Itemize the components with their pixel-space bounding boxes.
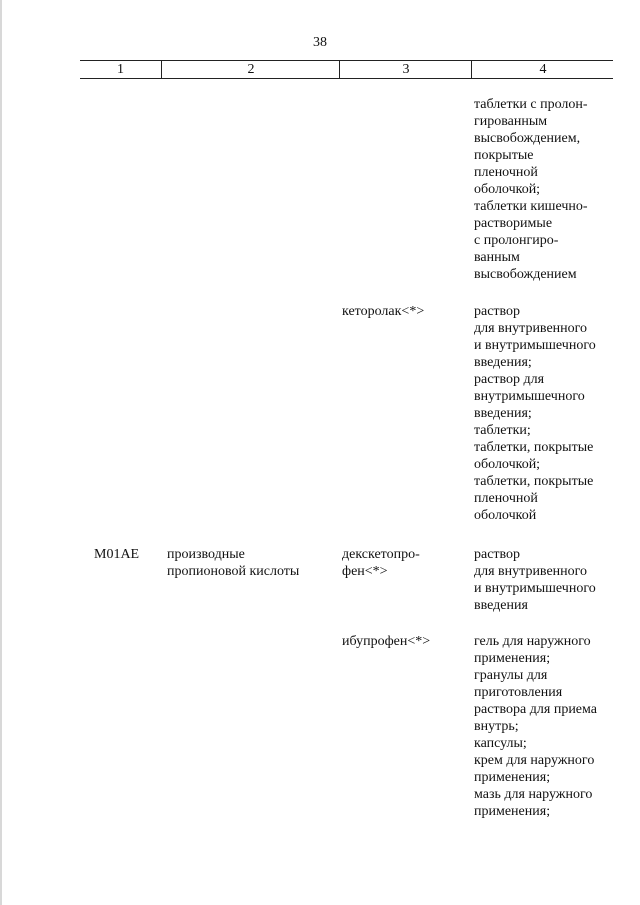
- drug-group: производные пропионовой кислоты: [167, 547, 300, 579]
- table-header: [80, 60, 613, 79]
- drug-name-ketorolac: кеторолак<*>: [342, 304, 425, 319]
- drug-name-dexketoprofen: декскетопро- фен<*>: [342, 547, 420, 579]
- header-col-1: 1: [117, 62, 124, 77]
- header-col-3: 3: [339, 61, 472, 78]
- scan-edge: [0, 0, 2, 905]
- dosage-forms-ketorolac: раствор для внутривенного и внутримышечного введения; раствор для внутримышечного введения; таблетки; таблетки, покрытые оболочкой; таблетки, покрытые пленочной оболочкой: [474, 304, 596, 523]
- dosage-forms-dexketoprofen: раствор для внутривенного и внутримышечного введения: [474, 547, 596, 613]
- atc-code: M01AE: [94, 547, 140, 562]
- header-col-4: 4: [471, 61, 614, 78]
- header-col-2: 2: [161, 61, 340, 78]
- drug-name-ibuprofen: ибупрофен<*>: [342, 634, 431, 649]
- dosage-forms-continued: таблетки с пролон- гированным высвобождением, покрытые пленочной оболочкой; таблетки кишечно- растворимые с пролонгиро- ванным высвобождением: [474, 97, 588, 282]
- dosage-forms-ibuprofen: гель для наружного применения; гранулы для приготовления раствора для приема внутрь; капсулы; крем для наружного применения; мазь для наружного применения;: [474, 634, 597, 819]
- page-number: 38: [313, 35, 327, 50]
